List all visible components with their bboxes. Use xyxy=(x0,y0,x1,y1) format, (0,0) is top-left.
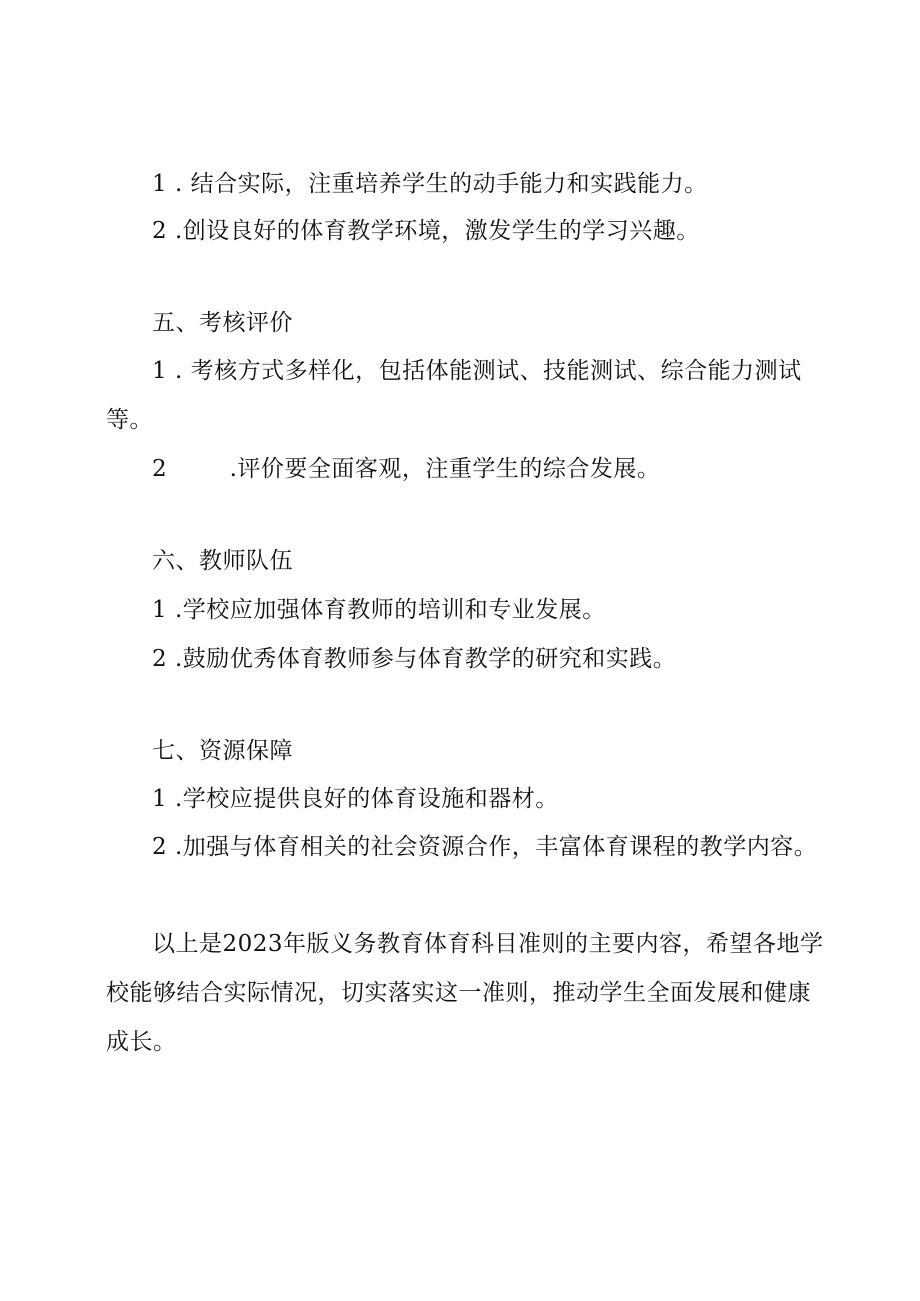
conclusion-line-3: 成长。 xyxy=(106,1029,177,1055)
section7-item-2: 2 .加强与体育相关的社会资源合作，丰富体育课程的教学内容。 xyxy=(152,834,818,860)
section4-item-1: 1 . 结合实际，注重培养学生的动手能力和实践能力。 xyxy=(152,171,708,197)
section7-item-1: 1 .学校应提供良好的体育设施和器材。 xyxy=(152,786,559,812)
conclusion-line-1: 以上是2023年版义务教育体育科目准则的主要内容，希望各地学 xyxy=(152,931,824,957)
section7-heading: 七、资源保障 xyxy=(152,738,293,764)
section5-item-2: 2 .评价要全面客观，注重学生的综合发展。 xyxy=(152,456,661,482)
conclusion-line-2: 校能够结合实际情况，切实落实这一准则，推动学生全面发展和健康 xyxy=(106,980,811,1006)
section5-heading: 五、考核评价 xyxy=(152,310,293,336)
section6-item-1: 1 .学校应加强体育教师的培训和专业发展。 xyxy=(152,597,606,623)
section6-heading: 六、教师队伍 xyxy=(152,548,293,574)
section6-item-2: 2 .鼓励优秀体育教师参与体育教学的研究和实践。 xyxy=(152,646,677,672)
section4-item-2: 2 .创设良好的体育教学环境，激发学生的学习兴趣。 xyxy=(152,218,700,244)
section5-item-1-line-2: 等。 xyxy=(106,407,153,433)
section5-item-1-line-1: 1 . 考核方式多样化，包括体能测试、技能测试、综合能力测试 xyxy=(152,358,802,384)
